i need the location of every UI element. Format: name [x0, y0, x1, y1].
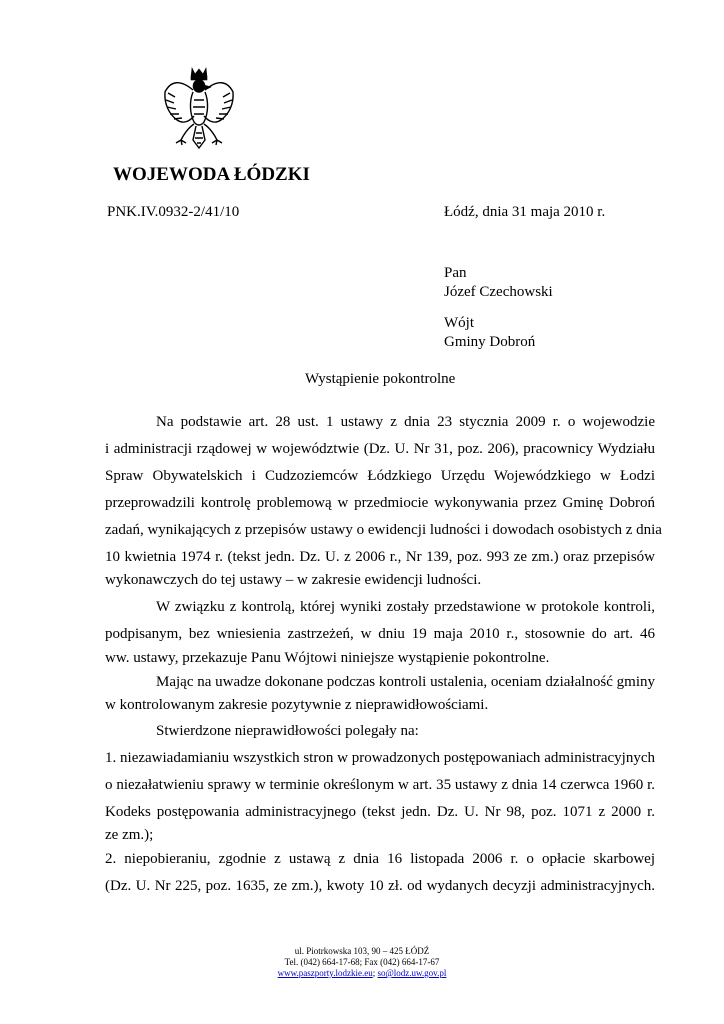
body-line: zadań, wynikających z przepisów ustawy o ewidencji ludności i dowodach osobistych z dnia [105, 522, 662, 538]
reference-number: PNK.IV.0932-2/41/10 [107, 204, 240, 220]
body-line: Mając na uwadze dokonane podczas kontroli ustalenia, oceniam działalność gminy [156, 674, 655, 690]
body-line: 1. niezawiadamianiu wszystkich stron w prowadzonych postępowaniach administracyjnych [105, 750, 655, 766]
addressee-office: Gminy Dobroń [444, 334, 536, 350]
body-line: i administracji rządowej w województwie (Dz. U. Nr 31, poz. 206), pracownicy Wydziału [105, 441, 655, 457]
footer-address: ul. Piotrkowska 103, 90 – 425 ŁÓDŹ [294, 946, 430, 956]
coat-of-arms-eagle-icon [161, 66, 237, 150]
body-line: w kontrolowanym zakresie pozytywnie z nieprawidłowościami. [105, 697, 489, 713]
body-line: ww. ustawy, przekazuje Panu Wójtowi niniejsze wystąpienie pokontrolne. [105, 650, 550, 666]
body-line: wykonawczych do tej ustawy – w zakresie ewidencji ludności. [105, 572, 482, 588]
body-line: Stwierdzone nieprawidłowości polegały na: [156, 723, 419, 739]
body-line: 2. niepobieraniu, zgodnie z ustawą z dnia 16 listopada 2006 r. o opłacie skarbowej [105, 851, 655, 867]
body-line: o niezałatwieniu sprawy w terminie określonym w art. 35 ustawy z dnia 14 czerwca 1960 r. [105, 777, 655, 793]
body-line: Kodeks postępowania administracyjnego (tekst jedn. Dz. U. Nr 98, poz. 1071 z 2000 r. [105, 804, 655, 820]
place-and-date: Łódź, dnia 31 maja 2010 r. [444, 204, 606, 220]
body-line: (Dz. U. Nr 225, poz. 1635, ze zm.), kwoty 10 zł. od wydanych decyzji administracyjnych. [105, 878, 655, 894]
footer-links [0, 968, 724, 979]
website-link[interactable]: www.paszporty.lodzkie.eu [277, 968, 373, 978]
footer-separator: ; [372, 968, 376, 978]
addressee-name: Józef Czechowski [444, 284, 553, 300]
letter-subject: Wystąpienie pokontrolne [305, 371, 456, 387]
body-line: Spraw Obywatelskich i Cudzoziemców Łódzkiego Urzędu Wojewódzkiego w Łodzi [105, 468, 655, 484]
body-line: Na podstawie art. 28 ust. 1 ustawy z dnia 23 stycznia 2009 r. o wojewodzie [156, 414, 655, 430]
body-line: podpisanym, bez wniesienia zastrzeżeń, w dniu 19 maja 2010 r., stosownie do art. 46 [105, 626, 655, 642]
email-link[interactable]: so@lodz.uw.gov.pl [377, 968, 447, 978]
addressee-salutation: Pan [444, 265, 467, 281]
body-line: przeprowadzili kontrolę problemową w przedmiocie wykonywania przez Gminę Dobroń [105, 495, 655, 511]
body-line: ze zm.); [105, 827, 154, 843]
footer-phone: Tel. (042) 664-17-68; Fax (042) 664-17-67 [284, 957, 440, 967]
body-line: W związku z kontrolą, której wyniki zostały przedstawione w protokole kontroli, [156, 599, 655, 615]
body-line: 10 kwietnia 1974 r. (tekst jedn. Dz. U. z 2006 r., Nr 139, poz. 993 ze zm.) oraz przepisów [105, 549, 655, 565]
authority-title: WOJEWODA ŁÓDZKI [113, 164, 310, 185]
addressee-position: Wójt [444, 315, 474, 331]
